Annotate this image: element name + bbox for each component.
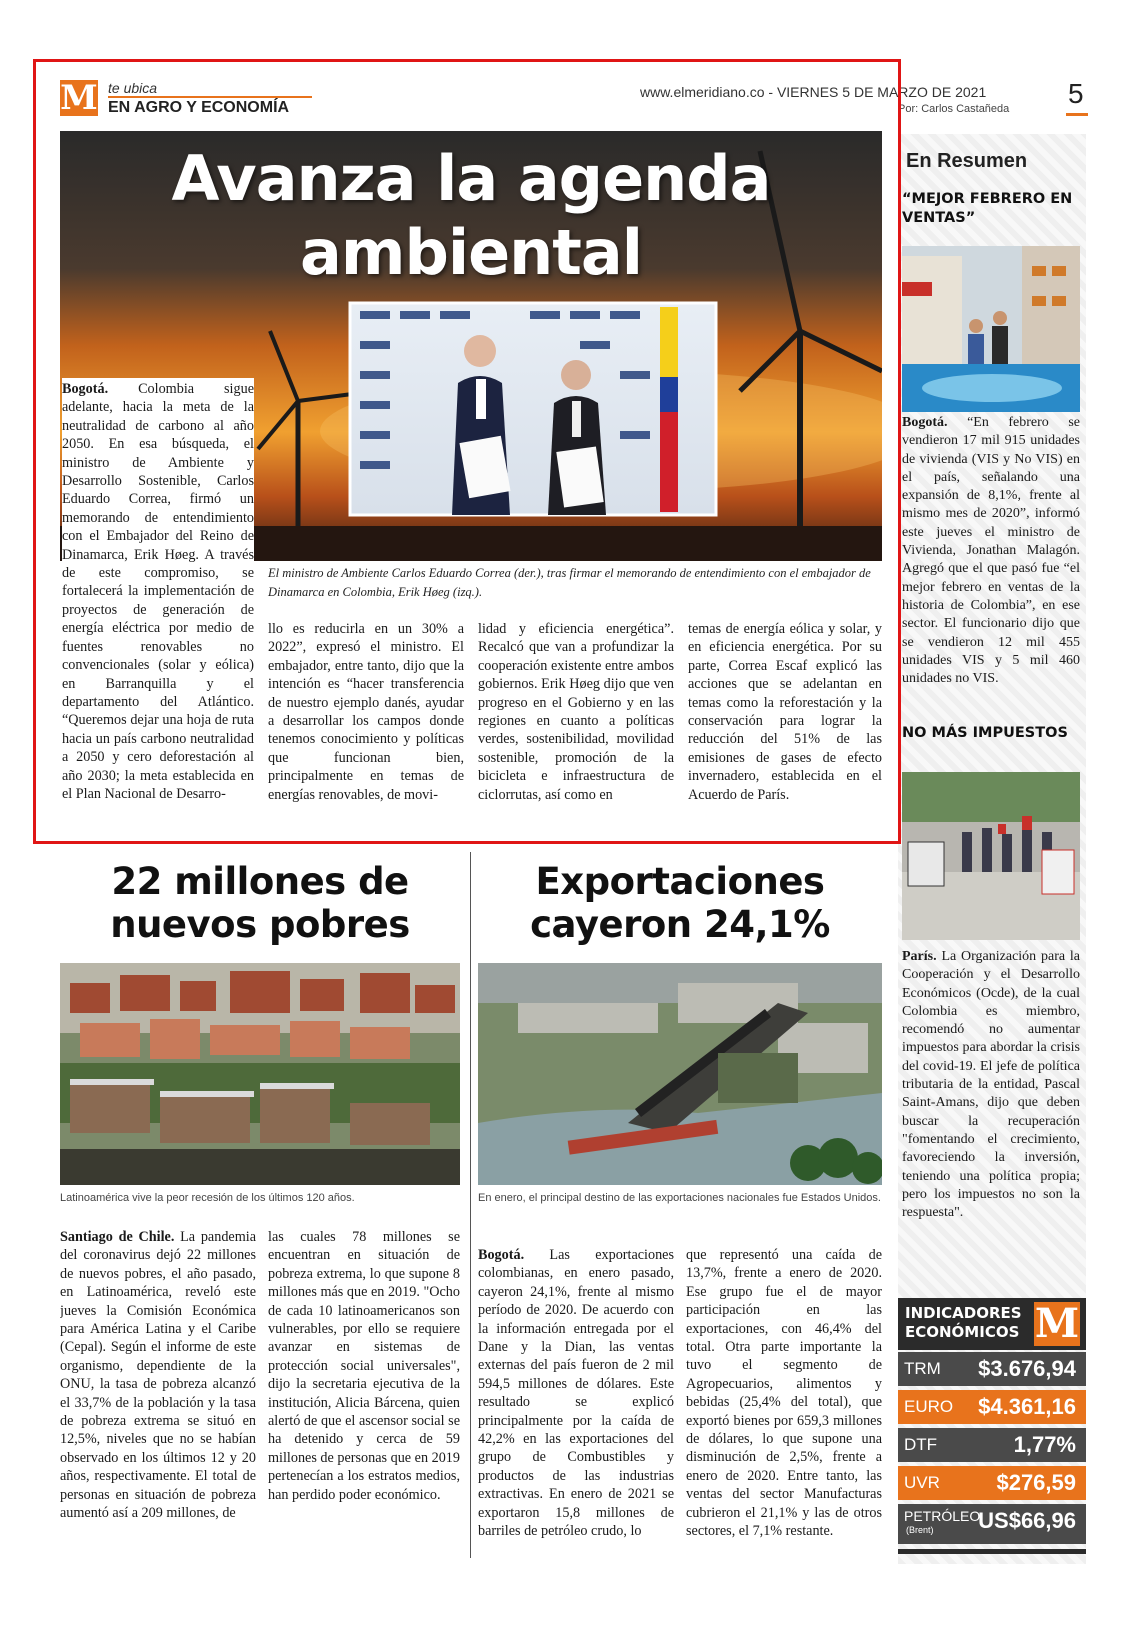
indicator-row-petroleo	[898, 1504, 1086, 1544]
poverty-headline-line2: nuevos pobres	[110, 903, 410, 946]
indicator-value: US$66,96	[978, 1508, 1076, 1533]
lead-column-1-text: Colombia sigue adelante, hacia la meta de la neutralidad de carbono al año 2050. En esa búsqueda, el ministro de Ambiente y Desarrollo Sostenible, Carlos Eduardo Correa, firmó un memorando de entendimiento con el Embajador del Reino de Dinamarca, Erik Høeg. A través de este compromiso, se fortalecerá la implementación de proyectos de generación de energía eléctrica por medio de fuentes renovables no convencionales (solar y eólica) en Barranquilla y el departamento del Atlántico. “Queremos dejar una hoja de ruta hacia un país carbono neutralidad a 2050 y cero deforestación al año 2030; la meta establecida en el Plan Nacional de Desarro-	[62, 381, 254, 802]
indicators-title-line1: INDICADORES	[905, 1304, 1022, 1322]
sidebar-item2-text: La Organización para la Cooperación y el Desarrollo Económicos (Ocde), de la cual Colombia es miembro, recomendó no aumentar impuestos para abordar la crisis del covid-19. El jefe de política tributaria de la entidad, Pascal Saint-Amans, dijo que deben buscar la recuperación "fomentando el crecimiento, favoreciendo la inversión, teniendo una política propia; pero los impuestos no son la respuesta".	[902, 949, 1080, 1221]
poverty-photo	[60, 963, 460, 1185]
poverty-column-2: las cuales 78 millones se encuentran en situación de pobreza extrema, lo que supone 8 millones más que en 2019. "Ocho de cada 10 latinoamericanos son vulnerables, por ello se requiere avanzar en sistemas de protección social universales", dijo la secretaria ejecutiva de la institución, Alicia Bárcena, quien alertó de que el ascensor social se ha detenido y cerca de 59 millones de personas que en 2019 pertenecían a los estratos medios, han perdido poder económico.	[268, 1229, 460, 1503]
sidebar-item2-headline: NO MÁS IMPUESTOS	[902, 725, 1068, 741]
column-divider	[470, 852, 471, 1558]
sidebar-item1-headline: “MEJOR FEBRERO EN VENTAS”	[902, 191, 1073, 226]
indicator-label: UVR	[904, 1473, 940, 1492]
exports-photo	[478, 963, 882, 1185]
lead-photo-caption: El ministro de Ambiente Carlos Eduardo Correa (der.), tras firmar el memorando de entendimiento con el embajador de Dinamarca en Colombia, Erik Høeg (izq.).	[268, 566, 871, 599]
poverty-column-1	[60, 1228, 256, 1558]
indicator-label: PETRÓLEO	[904, 1508, 981, 1524]
indicators-footer-bar	[898, 1549, 1086, 1554]
indicator-row-euro	[898, 1390, 1086, 1424]
exports-column-2: que representó una caída de 13,7%, frente a enero de 2020. Ese grupo fue el de mayor participación en las exportaciones, con 46,4% del total. Otra parte importante la tuvo el segmento de Agropecuarios, alimentos y bebidas (25,4% del total), que exportó bienes por 659,3 millones de dólares, lo que supone una disminución de 2,5%, frente a enero de 2020. Entre tanto, las ventas del sector Manufacturas cubrieron el 21,1% y las de otros sectores, el 7,1% restante.	[686, 1247, 882, 1540]
lead-column-3: lidad y eficiencia energética”. Recalcó que van a profundizar la cooperación existente entre ambos gobiernos. Erik Høeg dijo que ven progreso en el Gobierno y en las regiones en cuanto a políticas verdes, sostenibilidad, movilidad sostenible, promoción de la bicicleta e infraestructura de ciclorrutas, así como en	[478, 621, 674, 803]
sidebar-item1-photo	[902, 246, 1080, 412]
exports-headline-line1: Exportaciones	[535, 860, 825, 903]
lead-column-4: temas de energía eólica y solar, y en eficiencia energética. Por su parte, Correa Escaf explicó las acciones que se adelantan en temas como la reforestación y la conservación para lograr la reducción del 51% de las emisiones de gases de efecto invernadero, establecida en el Acuerdo de París.	[688, 621, 882, 803]
street-market-photo	[902, 772, 1080, 940]
sidebar-title: En Resumen	[906, 150, 1028, 172]
indicators-logo: M	[1034, 1300, 1080, 1347]
indicator-value: $4.361,16	[978, 1394, 1076, 1419]
indicator-row-uvr	[898, 1466, 1086, 1500]
page-number: 5	[1068, 78, 1084, 109]
section-name: EN AGRO Y ECONOMÍA	[108, 99, 290, 116]
indicator-label: TRM	[904, 1359, 941, 1378]
sidebar-item1-body	[902, 414, 1080, 714]
indicator-label: EURO	[904, 1397, 954, 1416]
exports-column-1	[478, 1246, 674, 1558]
lead-column-2: llo es reducirla en un 30% a 2022”, expresó el ministro. El embajador, entre tanto, dijo que la intención es “hacer transferencia de nuestro ejemplo danés, ayudar a desarrollar los campos donde tenemos conocimiento y políticas que funcionan bien, principalmente en temas de energías renovables, de movi-	[268, 621, 464, 803]
sidebar-item1-dateline: Bogotá.	[902, 415, 948, 430]
indicator-row-trm	[898, 1352, 1086, 1386]
lead-story-highlight-box	[33, 59, 901, 844]
indicator-value: 1,77%	[1013, 1432, 1076, 1457]
indicator-sublabel: (Brent)	[906, 1525, 934, 1535]
exports-photo-caption: En enero, el principal destino de las exportaciones nacionales fue Estados Unidos.	[478, 1192, 881, 1204]
indicator-value: $276,59	[996, 1470, 1076, 1495]
hillside-shanties-photo	[60, 963, 460, 1185]
exports-headline	[478, 860, 882, 946]
sidebar-item1-text: “En febrero se vendieron 17 mil 915 unidades de vivienda (VIS y No VIS) en el país, señalando una expansión de 8,1%, frente al mismo mes de 2020”, informó este jueves el ministro de Vivienda, Jonathan Malagón. Agregó que el que pasó fue “el mejor febrero en ventas de la historia de Colombia”, en ese sector. El funcionario dijo que se vendieron 12 mil 455 unidades VIS y 5 mil 460 unidades no VIS.	[902, 415, 1080, 687]
indicator-row-dtf	[898, 1428, 1086, 1462]
sidebar-item2-body	[902, 948, 1080, 1256]
poverty-headline	[60, 860, 460, 946]
exports-column-1-text: Las exportaciones colombianas, en enero pasado, cayeron 24,1%, frente al mismo período de 2020. De acuerdo con la información entregada por el Dane y la Dian, las ventas externas del país fueron de 2 mil 594,5 millones de dólares. Este resultado se explicó principalmente por la caída de 42,2% en las exportaciones del grupo de Combustibles y productos de las industrias extractivas. En enero de 2021 se exportaron 15,8 millones de barriles de petróleo crudo, lo	[478, 1247, 674, 1540]
sidebar-item2-dateline: París.	[902, 949, 937, 964]
indicators-title-line2: ECONÓMICOS	[905, 1323, 1020, 1341]
poverty-photo-caption: Latinoamérica vive la peor recesión de los últimos 120 años.	[60, 1192, 355, 1204]
exports-headline-line2: cayeron 24,1%	[530, 903, 830, 946]
poverty-dateline: Santiago de Chile.	[60, 1229, 175, 1245]
indicator-value: $3.676,94	[978, 1356, 1076, 1381]
poverty-headline-line1: 22 millones de	[111, 860, 409, 903]
page-dateline: www.elmeridiano.co - VIERNES 5 DE MARZO DE 2021	[640, 84, 987, 100]
page-number-rule	[1066, 113, 1088, 116]
section-kicker: te ubica	[108, 80, 158, 96]
lead-headline-line1: Avanza la agenda	[171, 142, 771, 215]
housing-family-photo	[902, 246, 1080, 412]
lead-dateline: Bogotá.	[62, 381, 109, 397]
lead-headline-line2: ambiental	[300, 216, 642, 289]
indicator-label: DTF	[904, 1435, 938, 1454]
indicators-title	[905, 1304, 1022, 1342]
port-aerial-photo	[478, 963, 882, 1185]
exports-dateline: Bogotá.	[478, 1247, 525, 1263]
meridiano-logo: M	[60, 78, 98, 118]
sidebar-item2-photo	[902, 772, 1080, 940]
byline: Por: Carlos Castañeda	[898, 103, 1010, 115]
poverty-column-1-text: La pandemia del coronavirus dejó 22 millones de nuevos pobres, el año pasado, en Latinoamérica, reveló este jueves la Comisión Económica para América Latina y el Caribe (Cepal). Según el informe de este organismo, dependiente de la ONU, la tasa de pobreza alcanzó el 33,7% de la población y la tasa de pobreza extrema se situó en 12,5%, niveles que no se habían observado en los últimos 12 y 20 años, respectivamente. El total de personas en situación de pobreza aumentó así a 209 millones, de	[60, 1229, 256, 1522]
